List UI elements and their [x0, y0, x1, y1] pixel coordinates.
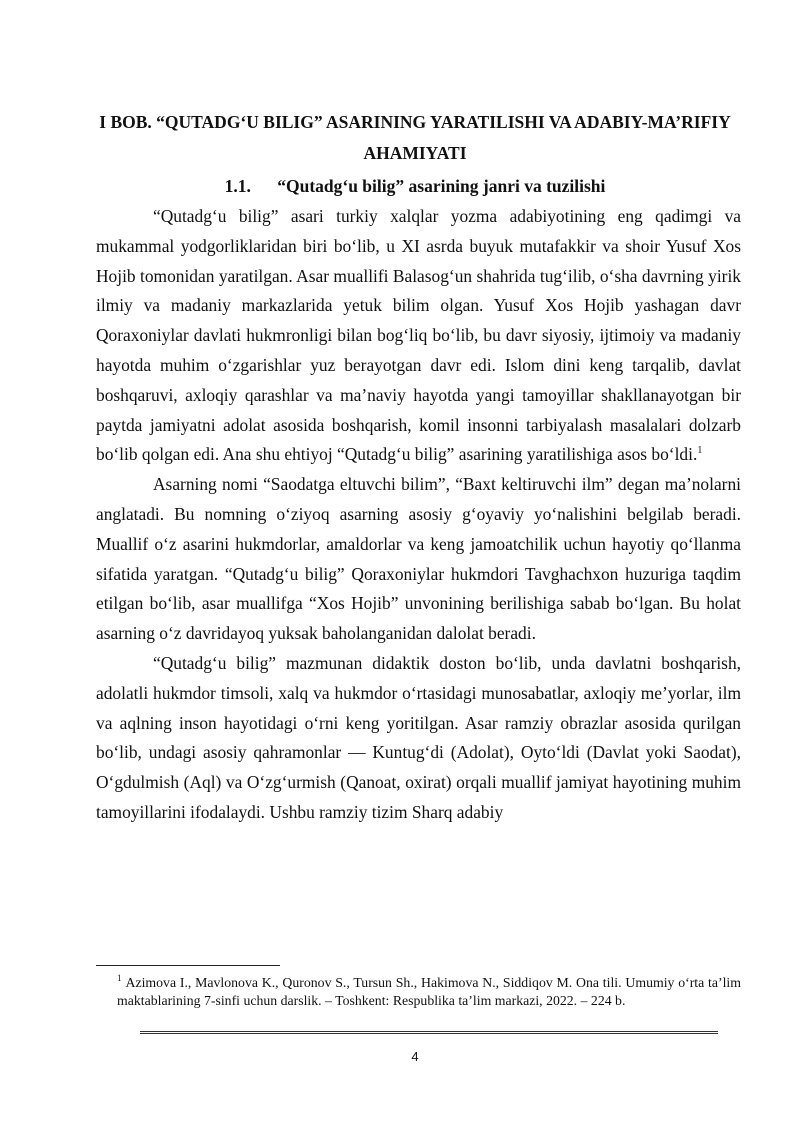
footnote-separator: [96, 965, 280, 966]
footnote: [117, 974, 741, 1010]
footnote-text: Azimova I., Mavlonova K., Quronov S., Tursun Sh., Hakimova N., Siddiqov M. Ona tili. Umumiy o‘rta ta’lim maktablarining 7-sinfi uchun darslik. – Toshkent: Respublika ta’lim markazi, 2022. – 224 b.: [117, 975, 741, 1008]
page-number: 4: [411, 1049, 419, 1064]
paragraph: [96, 649, 741, 828]
section-title: “Qutadg‘u bilig” asarining janri va tuzilishi: [277, 176, 606, 196]
paragraph-text: “Qutadg‘u bilig” asari turkiy xalqlar yozma adabiyotining eng qadimgi va mukammal yodgorliklaridan biri bo‘lib, u XI asrda buyuk mutafakkir va shoir Yusuf Xos Hojib tomonidan yaratilgan. Asar muallifi Balasog‘un shahrida tug‘ilib, o‘sha davrning yirik ilmiy va madaniy markazlarida yetuk bilim olgan. Yusuf Xos Hojib yashagan davr Qoraxoniylar davlati hukmronligi bilan bog‘liq bo‘lib, bu davr siyosiy, ijtimoiy va madaniy hayotda muhim o‘zgarishlar yuz berayotgan davr edi. Islom dini keng tarqalib, davlat boshqaruvi, axloqiy qarashlar va ma’naviy hayotda yangi tamoyillar shakllanayotgan bir paytda jamiyatni adolat asosida boshqarish, komil insonni tarbiyalash masalalari dolzarb bo‘lib qolgan edi. Ana shu ehtiyoj “Qutadg‘u bilig” asarining yaratilishiga asos bo‘ldi.: [96, 206, 741, 465]
footer-rule: [140, 1031, 718, 1034]
body-text: [96, 202, 741, 828]
paragraph-text: Asarning nomi “Saodatga eltuvchi bilim”, “Baxt keltiruvchi ilm” degan ma’nolarni anglatadi. Bu nomning o‘ziyoq asarning asosiy g‘oyaviy yo‘nalishini belgilab beradi. Muallif o‘z asarini hukmdorlar, amaldorlar va keng jamoatchilik uchun hayotiy qo‘llanma sifatida yaratgan. “Qutadg‘u bilig” Qoraxoniylar hukmdori Tavghachxon huzuriga taqdim etilgan bo‘lib, asar muallifga “Xos Hojib” unvonining berilishiga sabab bo‘lgan. Bu holat asarning o‘z davridayoq yuksak baholanganidan dalolat beradi.: [96, 474, 741, 644]
chapter-title: I BOB. “QUTADG‘U BILIG” ASARINING YARATILISHI VA ADABIY-MA’RIFIY AHAMIYATI: [99, 112, 731, 163]
paragraph: [96, 470, 741, 649]
footnote-marker: 1: [117, 973, 122, 984]
paragraph-text: “Qutadg‘u bilig” mazmunan didaktik doston bo‘lib, unda davlatni boshqarish, adolatli hukmdor timsoli, xalq va hukmdor o‘rtasidagi munosabatlar, axloqiy me’yorlar, ilm va aqlning inson hayotidagi o‘rni keng yoritilgan. Asar ramziy obrazlar asosida qurilgan bo‘lib, undagi asosiy qahramonlar — Kuntug‘di (Adolat), Oyto‘ldi (Davlat yoki Saodat), O‘gdulmish (Aql) va O‘zg‘urmish (Qanoat, oxirat) orqali muallif jamiyat hayotining muhim tamoyillarini ifodalaydi. Ushbu ramziy tizim Sharq adabiy: [96, 652, 741, 822]
footnote-reference[interactable]: 1: [697, 445, 703, 457]
section-heading: [0, 171, 800, 202]
section-number: 1.1.: [224, 176, 251, 196]
paragraph: [96, 202, 741, 470]
